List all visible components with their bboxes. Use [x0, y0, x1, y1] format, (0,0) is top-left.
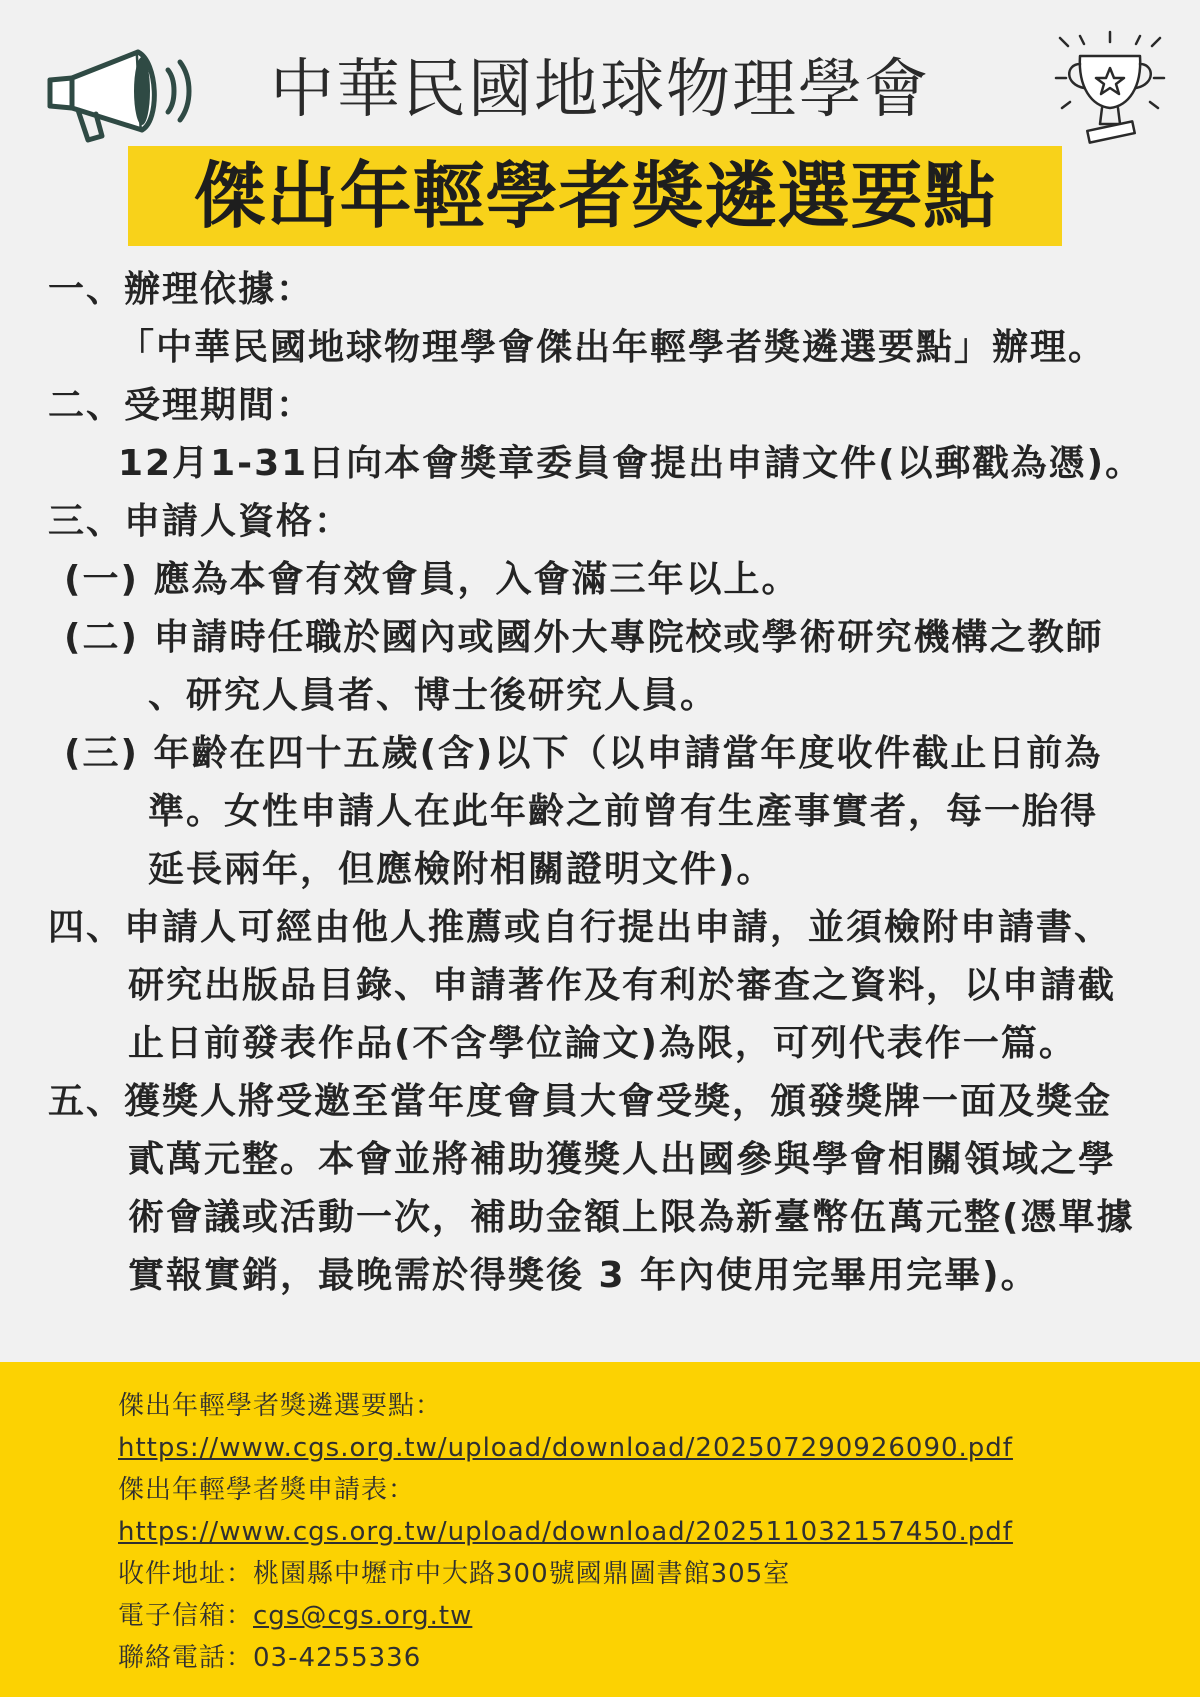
guidelines-link[interactable]: https://www.cgs.org.tw/upload/download/202507290926090.pdf [118, 1433, 1013, 1463]
section-4-line-3: 止日前發表作品(不含學位論文)為限，可列代表作一篇。 [128, 1023, 1077, 1064]
header [0, 0, 1200, 260]
section-2-text: 12月1-31日向本會獎章委員會提出申請文件(以郵戳為憑)。 [118, 443, 1144, 484]
guidelines-label: 傑出年輕學者獎遴選要點： [118, 1391, 443, 1421]
section-1-text: 「中華民國地球物理學會傑出年輕學者獎遴選要點」辦理。 [118, 327, 1107, 368]
mailing-address: 收件地址：桃園縣中壢市中大路300號國鼎圖書館305室 [118, 1559, 791, 1589]
form-label: 傑出年輕學者獎申請表： [118, 1475, 416, 1505]
phone-number: 聯絡電話：03-4255336 [118, 1643, 422, 1673]
section-3-heading: 三、申請人資格： [48, 501, 353, 542]
org-title: 中華民國地球物理學會 [270, 53, 930, 127]
trophy-icon [1050, 28, 1170, 158]
title-banner [128, 146, 1062, 246]
form-link-row [118, 1514, 1013, 1550]
section-3-item-3-line-2: 準。女性申請人在此年齡之前曾有生產事實者，每一胎得 [148, 791, 1099, 832]
section-5-line-3: 術會議或活動一次，補助金額上限為新臺幣伍萬元整(憑單據 [128, 1197, 1135, 1238]
section-4-line-1: 四、申請人可經由他人推薦或自行提出申請，並須檢附申請書、 [48, 907, 1113, 948]
section-2-heading: 二、受理期間： [48, 385, 315, 426]
section-5-line-2: 貳萬元整。本會並將補助獲獎人出國參與學會相關領域之學 [128, 1139, 1117, 1180]
section-3-item-1: (一) 應為本會有效會員，入會滿三年以上。 [64, 559, 800, 600]
section-5-line-4: 實報實銷，最晚需於得獎後 3 年內使用完畢用完畢)。 [128, 1255, 1039, 1296]
section-3-item-2-line-1: (二) 申請時任職於國內或國外大專院校或學術研究機構之教師 [64, 617, 1104, 658]
email-row [118, 1598, 472, 1634]
email-label: 電子信箱： [118, 1601, 254, 1631]
contact-footer [0, 1362, 1200, 1697]
section-3-item-3-line-3: 延長兩年，但應檢附相關證明文件)。 [148, 849, 775, 890]
section-3-item-3-line-1: (三) 年齡在四十五歲(含)以下（以申請當年度收件截止日前為 [64, 733, 1103, 774]
email-link[interactable]: cgs@cgs.org.tw [253, 1601, 473, 1631]
form-link[interactable]: https://www.cgs.org.tw/upload/download/202511032157450.pdf [118, 1517, 1013, 1547]
section-3-item-2-line-2: 、研究人員者、博士後研究人員。 [148, 675, 719, 716]
section-4-line-2: 研究出版品目錄、申請著作及有利於審查之資料，以申請截 [128, 965, 1117, 1006]
guidelines-link-row [118, 1430, 1013, 1466]
section-1-heading: 一、辦理依據： [48, 269, 315, 310]
section-5-line-1: 五、獲獎人將受邀至當年度會員大會受獎，頒發獎牌一面及獎金 [48, 1081, 1113, 1122]
banner-title: 傑出年輕學者獎遴選要點 [193, 154, 997, 238]
